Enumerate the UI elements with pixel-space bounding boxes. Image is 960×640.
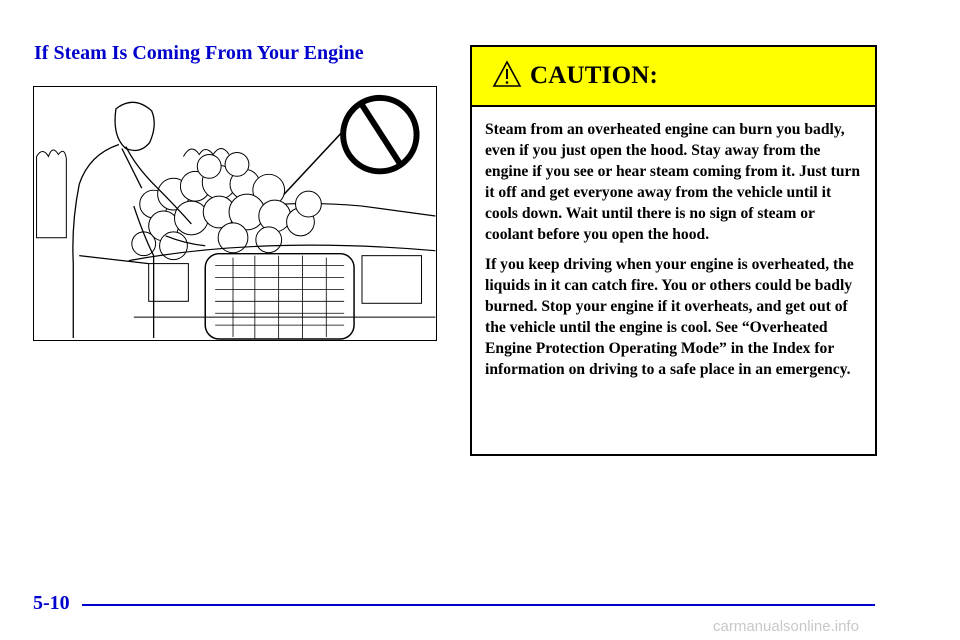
caution-paragraph-2: If you keep driving when your engine is overheated, the liquids in it can catch fire. You or others could be badly burned. Stop your engine if it overheats, and get out of the vehicle until the engine is cool. See “Overheated Engine Protection Operating Mode” in the Index for information on driving to a safe place in an emergency. <box>485 256 854 378</box>
caution-box <box>470 45 877 456</box>
section-heading: If Steam Is Coming From Your Engine <box>34 42 364 64</box>
no-symbol-icon <box>343 98 416 171</box>
watermark: carmanualsonline.info <box>713 618 859 635</box>
illustration-drawing <box>34 87 436 340</box>
footer-rule <box>82 604 875 606</box>
caution-body <box>472 107 875 380</box>
caution-title: CAUTION: <box>530 62 658 89</box>
caution-paragraph-1: Steam from an overheated engine can burn you badly, even if you just open the hood. Stay away from the engine if you see or hear steam coming from it. Just turn it off and get everyone away from the vehicle until it cools down. Wait until there is no sign of steam or coolant before you open the hood. <box>485 121 861 243</box>
page-number: 5-10 <box>33 592 70 614</box>
caution-header <box>472 47 875 107</box>
engine-steam-illustration <box>33 86 437 341</box>
warning-triangle-icon <box>492 60 522 88</box>
